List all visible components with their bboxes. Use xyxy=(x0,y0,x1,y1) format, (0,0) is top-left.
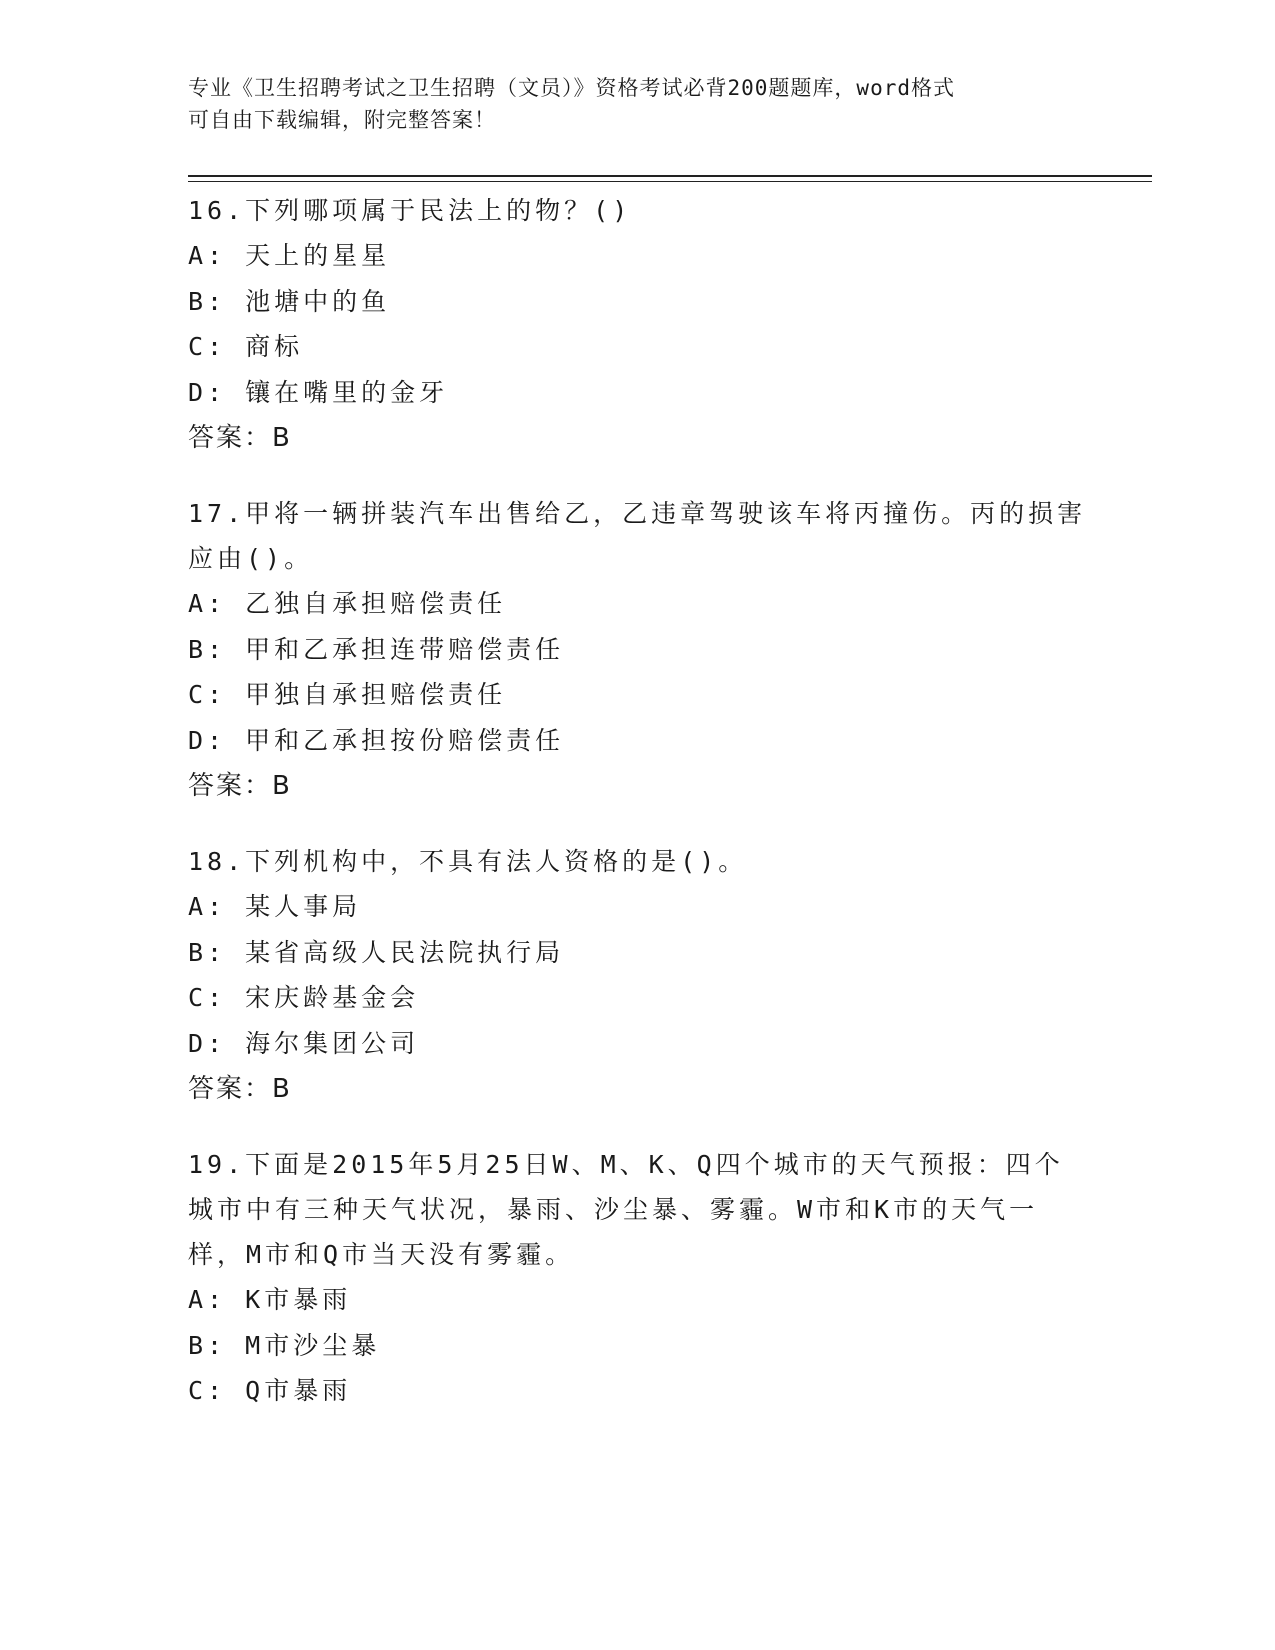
option-a: A: 天上的星星 xyxy=(188,241,391,270)
option-d: D: 镶在嘴里的金牙 xyxy=(188,377,449,407)
option-b: B: 某省高级人民法院执行局 xyxy=(188,937,565,967)
option-b: B: 池塘中的鱼 xyxy=(188,286,391,316)
option-c: C: Q市暴雨 xyxy=(188,1376,352,1405)
option-b: B: 甲和乙承担连带赔偿责任 xyxy=(188,634,565,664)
option-d: D: 海尔集团公司 xyxy=(188,1028,420,1058)
option-a: A: K市暴雨 xyxy=(188,1285,352,1314)
option-c: C: 甲独自承担赔偿责任 xyxy=(188,680,507,709)
question-text: 17.甲将一辆拼装汽车出售给乙，乙违章驾驶该车将丙撞伤。丙的损害应由()。 xyxy=(188,499,1087,573)
header-line-1: 专业《卫生招聘考试之卫生招聘（文员）》资格考试必背200题题库，word格式 xyxy=(188,76,955,100)
question-text: 19.下面是2015年5月25日W、M、K、Q四个城市的天气预报：四个城市中有三种天气状况，暴雨、沙尘暴、雾霾。W市和K市的天气一样，M市和Q市当天没有雾霾。 xyxy=(188,1150,1064,1269)
option-a: A: 某人事局 xyxy=(188,892,362,921)
answer: 答案：B xyxy=(188,771,292,801)
question-text: 16.下列哪项属于民法上的物？() xyxy=(188,196,632,225)
question-19 xyxy=(188,1142,1088,1414)
answer: 答案：B xyxy=(188,423,292,453)
option-a: A: 乙独自承担赔偿责任 xyxy=(188,589,507,618)
answer: 答案：B xyxy=(188,1074,292,1104)
question-17 xyxy=(188,491,1088,809)
question-list xyxy=(188,188,1088,1444)
question-18 xyxy=(188,839,1088,1112)
option-d: D: 甲和乙承担按份赔偿责任 xyxy=(188,725,565,755)
option-c: C: 宋庆龄基金会 xyxy=(188,983,420,1012)
option-b: B: M市沙尘暴 xyxy=(188,1330,381,1360)
question-16 xyxy=(188,188,1088,461)
question-text: 18.下列机构中，不具有法人资格的是()。 xyxy=(188,847,748,876)
header-divider-bottom xyxy=(188,181,1152,182)
header-divider-top xyxy=(188,175,1152,177)
option-c: C: 商标 xyxy=(188,332,304,361)
header-line-2: 可自由下载编辑，附完整答案！ xyxy=(188,108,496,132)
document-header xyxy=(188,72,1088,136)
